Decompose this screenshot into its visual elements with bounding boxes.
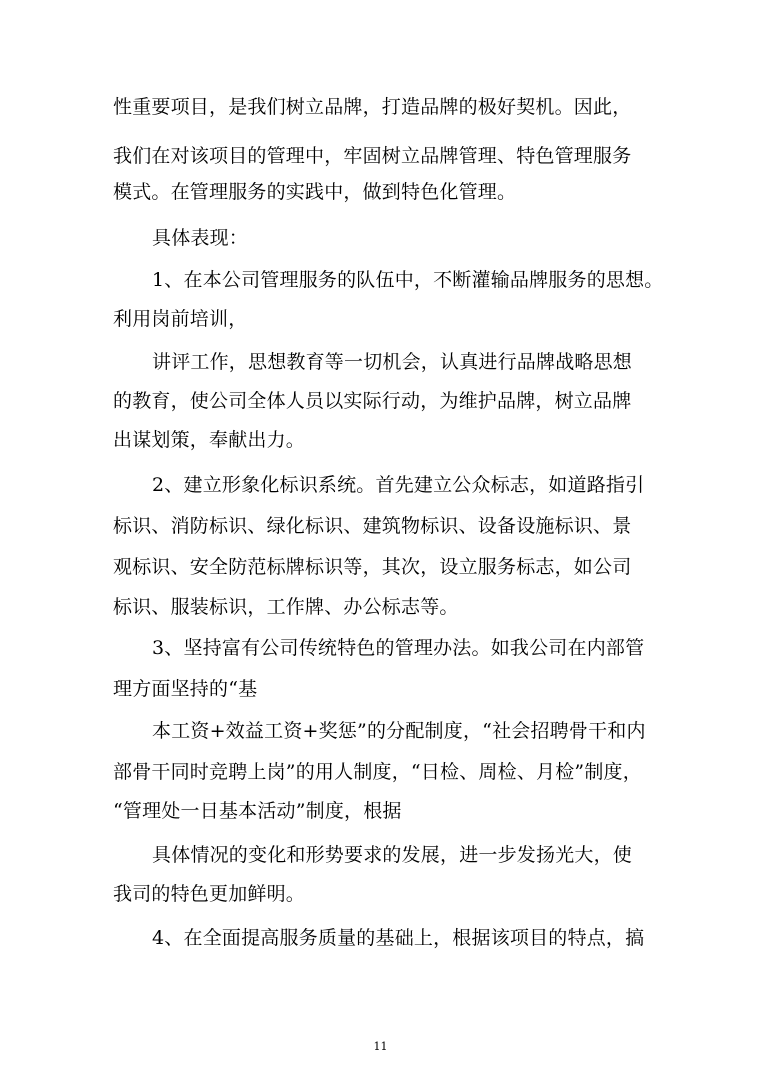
text-line: 性重要项目，是我们树立品牌，打造品牌的极好契机。因此，	[113, 96, 632, 118]
text-line: 标识、服装标识，工作牌、办公标志等。	[113, 596, 459, 618]
text-line: 我们在对该项目的管理中，牢固树立品牌管理、特色管理服务	[113, 145, 632, 167]
text-line: 具体表现：	[152, 227, 249, 249]
text-line: 3、坚持富有公司传统特色的管理办法。如我公司在内部管	[152, 637, 645, 659]
text-line: 观标识、安全防范标牌标识等，其次，设立服务标志，如公司	[113, 556, 632, 578]
text-line: 部骨干同时竞聘上岗”的用人制度，“日检、周检、月检”制度，	[113, 761, 642, 783]
text-line: “管理处一日基本活动”制度，根据	[113, 800, 402, 822]
text-line: 模式。在管理服务的实践中，做到特色化管理。	[113, 181, 517, 203]
page-number: 11	[373, 1040, 388, 1053]
text-line: 具体情况的变化和形势要求的发展，进一步发扬光大，使	[152, 844, 633, 866]
text-line: 讲评工作，思想教育等一切机会，认真进行品牌战略思想	[152, 351, 633, 373]
text-line: 2、建立形象化标识系统。首先建立公众标志，如道路指引	[152, 474, 645, 496]
text-line: 标识、消防标识、绿化标识、建筑物标识、设备设施标识、景	[113, 515, 632, 537]
text-line: 1、在本公司管理服务的队伍中，不断灌输品牌服务的思想。	[152, 269, 664, 291]
text-line: 本工资+效益工资+奖惩”的分配制度，“社会招聘骨干和内	[152, 720, 646, 742]
text-line: 我司的特色更加鲜明。	[113, 883, 306, 905]
text-line: 理方面坚持的“基	[113, 678, 258, 700]
text-line: 出谋划策，奉献出力。	[113, 429, 306, 451]
text-line: 4、在全面提高服务质量的基础上，根据该项目的特点，搞	[152, 927, 645, 949]
text-line: 的教育，使公司全体人员以实际行动，为维护品牌，树立品牌	[113, 390, 632, 412]
text-line: 利用岗前培训，	[113, 308, 248, 330]
